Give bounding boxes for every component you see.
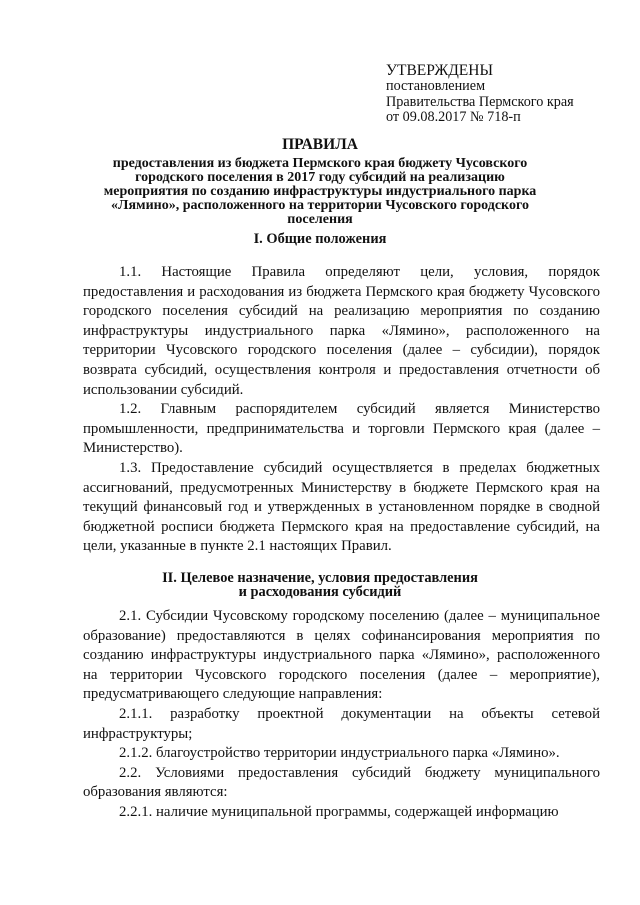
paragraph: 2.1.2. благоустройство территории индустриального парка «Лямино». (119, 745, 560, 762)
paragraph: 2.1.1. разработку проектной документации на объекты сетевой инфраструктуры; (83, 705, 600, 742)
section-body (83, 263, 600, 557)
approval-line: от 09.08.2017 № 718-п (386, 109, 521, 125)
paragraph: 2.1. Субсидии Чусовскому городскому поселению (далее – муниципальное образование) предоставляются в целях софинансирования мероприятия по созданию инфраструктуры индустриального парка «Лямино», расположенного на территории Чусовского городского поселения (далее – мероприятие), предусматривающего следующие направления: (83, 608, 600, 703)
approval-line: постановлением (386, 78, 486, 94)
document-title: ПРАВИЛА (282, 136, 358, 153)
approval-stamp (386, 62, 574, 126)
section-body (83, 607, 600, 823)
paragraph: 1.2. Главным распорядителем субсидий является Министерство промышленности, предпринимательства и торговли Пермского края (далее – Министерство). (83, 401, 600, 457)
paragraph: 2.2.1. наличие муниципальной программы, содержащей информацию (119, 803, 559, 820)
document-subtitle: предоставления из бюджета Пермского края бюджету Чусовского городского поселения в 2017 году субсидий на реализацию мероприятия по созданию инфраструктуры индустриального парка «Лямино», расположенного на территории Чусовского городского поселения (103, 156, 537, 227)
section-heading (0, 571, 640, 600)
section-heading-line: II. Целевое назначение, условия предоставления (162, 570, 478, 586)
section-heading: I. Общие положения (253, 231, 387, 247)
paragraph: 2.2. Условиями предоставления субсидий бюджету муниципального образования являются: (83, 764, 600, 801)
approval-heading: УТВЕРЖДЕНЫ (386, 62, 493, 79)
section-heading-line: и расходования субсидий (238, 584, 402, 601)
approval-line: Правительства Пермского края (386, 93, 574, 110)
paragraph: 1.3. Предоставление субсидий осуществляется в пределах бюджетных ассигнований, предусмотренных Министерству в бюджете Пермского края на текущий финансовый год и утвержденных в установленном порядке в сводной бюджетной росписи бюджета Пермского края на предоставление субсидий, на цели, указанные в пункте 2.1 настоящих Правил. (83, 459, 600, 555)
paragraph: 1.1. Настоящие Правила определяют цели, условия, порядок предоставления и расходования из бюджета Пермского края бюджету Чусовского городского поселения субсидий на реализацию мероприятия по созданию инфраструктуры индустриального парка «Лямино», расположенного на территории Чусовского городского поселения (далее – субсидии), порядок возврата субсидий, осуществления контроля и предоставления отчетности об использовании субсидий. (83, 264, 600, 398)
